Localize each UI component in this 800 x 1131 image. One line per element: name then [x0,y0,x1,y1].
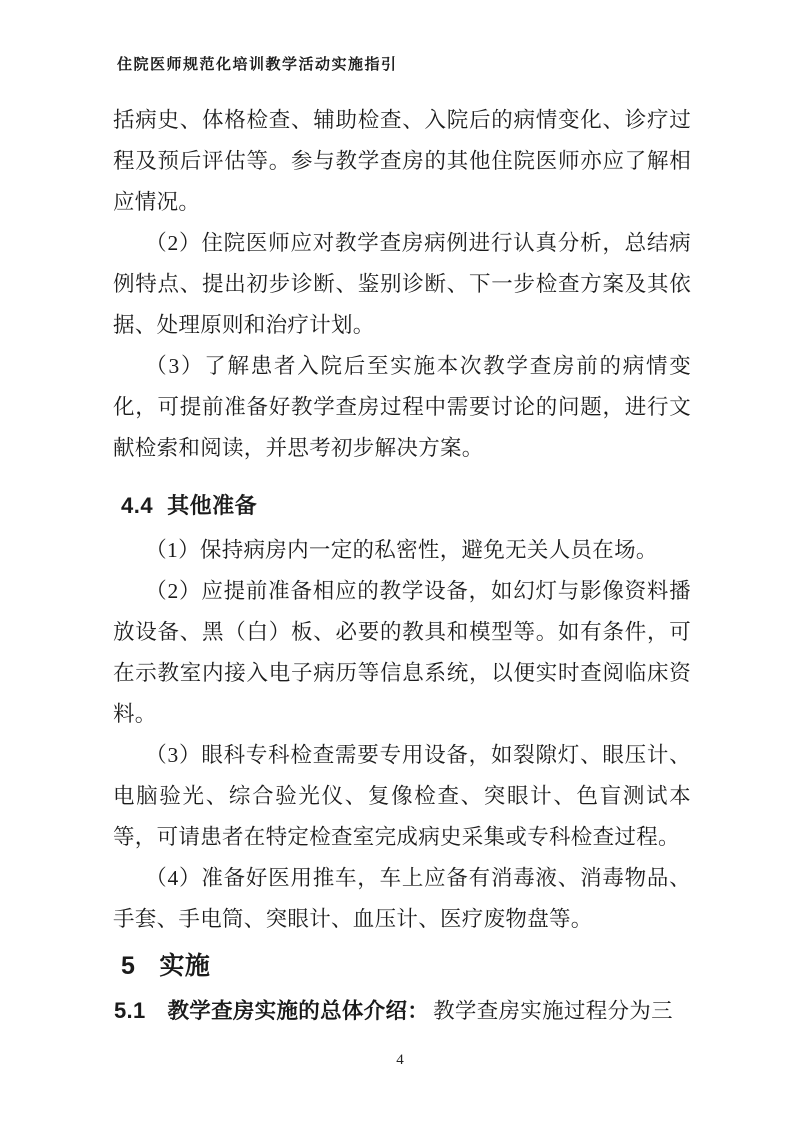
paragraph-4-4-item-4: （4）准备好医用推车，车上应备有消毒液、消毒物品、手套、手电筒、突眼计、血压计、医疗废物盘等。 [113,866,691,931]
paragraph-4-4-item-2: （2）应提前准备相应的教学设备，如幻灯与影像资料播放设备、黑（白）板、必要的教具和模型等。如有条件，可在示教室内接入电子病历等信息系统，以便实时查阅临床资料。 [113,579,691,726]
paragraph-item-3: （3）了解患者入院后至实施本次教学查房前的病情变化，可提前准备好教学查房过程中需要讨论的问题，进行文献检索和阅读，并思考初步解决方案。 [113,354,691,460]
section-text-5-1: 教学查房实施过程分为三 [433,999,673,1023]
section-number-5-1: 5.1 [114,998,146,1023]
paragraph-4-4-item-1: （1）保持病房内一定的私密性，避免无关人员在场。 [145,538,658,562]
running-header: 住院医师规范化培训教学活动实施指引 [117,57,398,73]
document-body [113,100,691,1032]
section-title-5: 实施 [159,952,211,980]
paragraph-item-2: （2）住院医师应对教学查房病例进行认真分析，总结病例特点、提出初步诊断、鉴别诊断、下一步检查方案及其依据、处理原则和治疗计划。 [113,231,691,337]
section-number-5: 5 [121,952,136,980]
section-title-4-4: 其他准备 [167,493,258,518]
section-line-5-1 [114,990,691,1032]
section-label-5-1: 教学查房实施的总体介绍： [167,999,430,1023]
section-heading-4-4 [121,490,691,522]
page-number: 4 [396,1052,404,1068]
section-heading-5 [121,948,691,984]
section-number-4-4: 4.4 [121,493,154,518]
paragraph-continuation: 括病史、体格检查、辅助检查、入院后的病情变化、诊疗过程及预后评估等。参与教学查房的其他住院医师亦应了解相应情况。 [113,108,691,214]
paragraph-4-4-item-3: （3）眼科专科检查需要专用设备，如裂隙灯、眼压计、电脑验光、综合验光仪、复像检查、突眼计、色盲测试本等，可请患者在特定检查室完成病史采集或专科检查过程。 [113,743,691,849]
